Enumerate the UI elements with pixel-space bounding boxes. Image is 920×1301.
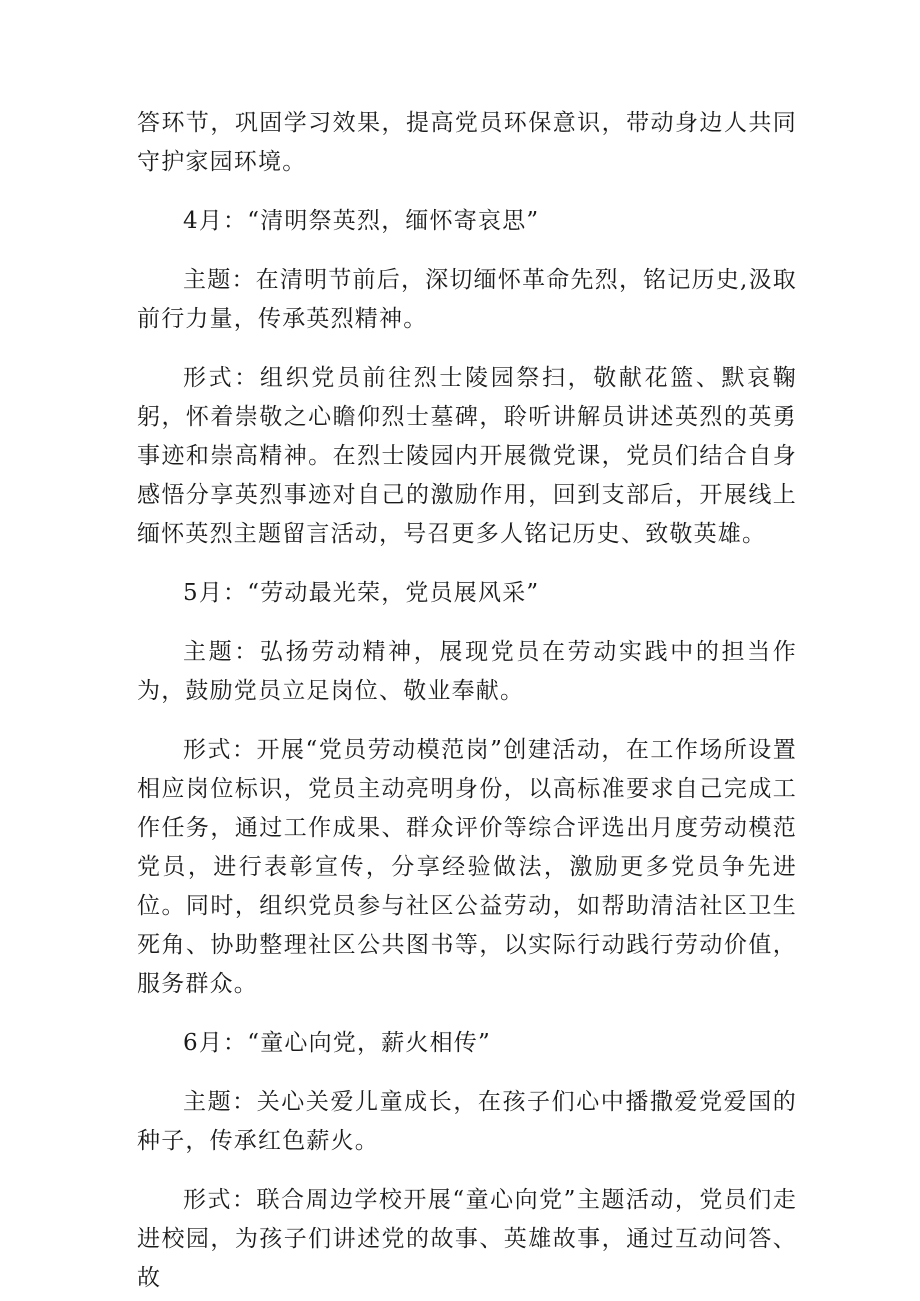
may-heading: 5月：“劳动最光荣，党员展风采” [183, 580, 540, 606]
document-body [137, 104, 797, 1298]
paragraph-continuation: 答环节，巩固学习效果，提高党员环保意识，带动身边人共同守护家园环境。 [137, 110, 797, 175]
april-heading: 4月：“清明祭英烈，缅怀寄哀思” [183, 208, 540, 234]
june-theme-paragraph: 主题：关心关爱儿童成长，在孩子们心中播撒爱党爱国的种子，传承红色薪火。 [137, 1089, 797, 1154]
june-format-paragraph: 形式：联合周边学校开展“童心向党”主题活动，党员们走进校园，为孩子们讲述党的故事、英雄故事，通过互动问答、故 [137, 1187, 797, 1291]
april-format-paragraph: 形式：组织党员前往烈士陵园祭扫，敬献花篮、默哀鞠躬，怀着崇敬之心瞻仰烈士墓碑，聆听讲解员讲述英烈的英勇事迹和崇高精神。在烈士陵园内开展微党课，党员们结合自身感悟分享英烈事迹对自己的激励作用，回到支部后，开展线上缅怀英烈主题留言活动，号召更多人铭记历史、致敬英雄。 [137, 365, 797, 547]
may-format-paragraph: 形式：开展“党员劳动模范岗”创建活动，在工作场所设置相应岗位标识，党员主动亮明身份，以高标准要求自己完成工作任务，通过工作成果、群众评价等综合评选出月度劳动模范党员，进行表彰宣传，分享经验做法，激励更多党员争先进位。同时，组织党员参与社区公益劳动，如帮助清洁社区卫生死角、协助整理社区公共图书等，以实际行动践行劳动价值，服务群众。 [137, 737, 797, 997]
april-theme-paragraph: 主题：在清明节前后，深切缅怀革命先烈，铭记历史,汲取前行力量，传承英烈精神。 [137, 267, 797, 332]
june-heading: 6月：“童心向党，薪火相传” [183, 1030, 491, 1056]
may-theme-paragraph: 主题：弘扬劳动精神，展现党员在劳动实践中的担当作为，鼓励党员立足岗位、敬业奉献。 [137, 639, 797, 704]
